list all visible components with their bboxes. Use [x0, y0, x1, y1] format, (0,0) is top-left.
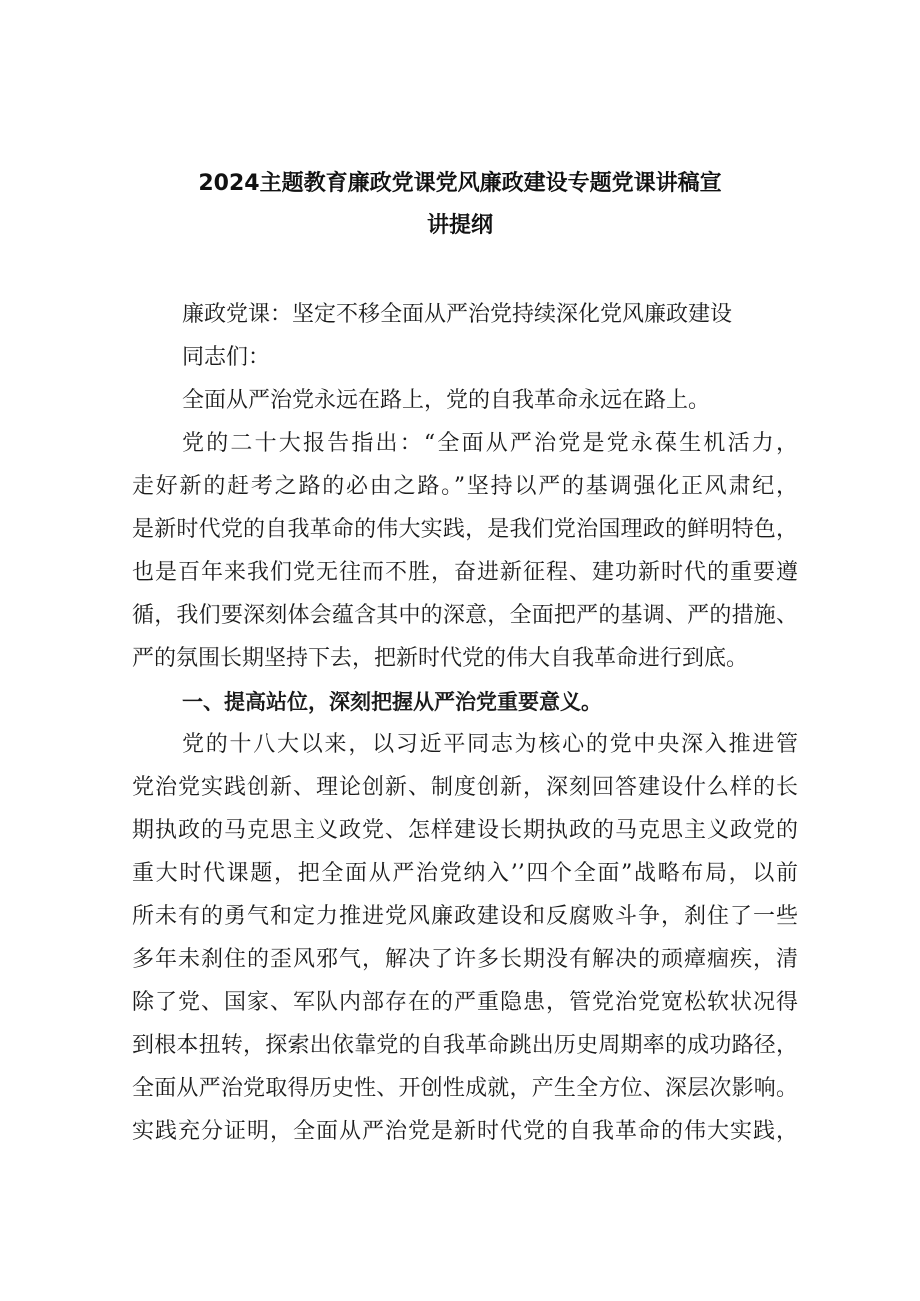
paragraph-3-line: 党的十八大以来，以习近平同志为核心的党中央深入推进管: [182, 732, 798, 757]
salutation: 同志们：: [182, 345, 271, 370]
paragraph-3-line: 党治党实践创新、理论创新、制度创新，深刻回答建设什么样的长: [132, 775, 798, 800]
paragraph-2-line: 也是百年来我们党无往而不胜，奋进新征程、建功新时代的重要遵: [132, 560, 798, 585]
section-heading-1: 一、提高站位，深刻把握从严治党重要意义。: [182, 690, 602, 714]
paragraph-3-line: 除了党、国家、军队内部存在的严重隐患，管党治党宽松软状况得: [132, 990, 798, 1015]
subtitle: 廉政党课：坚定不移全面从严治党持续深化党风廉政建设: [182, 302, 733, 327]
paragraph-3-line: 到根本扭转，探索出依靠党的自我革命跳出历史周期率的成功路径，: [132, 1033, 798, 1058]
document-title-line-2: 讲提纲: [426, 213, 493, 238]
paragraph-3-line: 所未有的勇气和定力推进党风廉政建设和反腐败斗争，刹住了一些: [132, 904, 798, 929]
paragraph-3-line: 全面从严治党取得历史性、开创性成就，产生全方位、深层次影响。: [132, 1076, 798, 1101]
paragraph-2-line: 严的氛围长期坚持下去，把新时代党的伟大自我革命进行到底。: [132, 646, 749, 671]
paragraph-1: 全面从严治党永远在路上，党的自我革命永远在路上。: [182, 388, 711, 413]
paragraph-2-line: 是新时代党的自我革命的伟大实践，是我们党治国理政的鲜明特色，: [132, 517, 798, 542]
paragraph-2-line: 走好新的赶考之路的必由之路。”坚持以严的基调强化正风肃纪，: [132, 474, 798, 499]
paragraph-3-line: 实践充分证明，全面从严治党是新时代党的自我革命的伟大实践，: [132, 1119, 798, 1144]
paragraph-3-line: 多年未刹住的歪风邪气，解决了许多长期没有解决的顽瘴痼疾，清: [132, 947, 798, 972]
paragraph-2-line: 循，我们要深刻体会蕴含其中的深意，全面把严的基调、严的措施、: [132, 603, 798, 628]
paragraph-2-line: 党的二十大报告指出：“全面从严治党是党永葆生机活力，: [182, 431, 798, 456]
document-title-line-1: 2024主题教育廉政党课党风廉政建设专题党课讲稿宣: [198, 171, 722, 196]
paragraph-3-line: 重大时代课题，把全面从严治党纳入’’四个全面”战略布局，以前: [132, 861, 798, 886]
paragraph-3-line: 期执政的马克思主义政党、怎样建设长期执政的马克思主义政党的: [132, 818, 798, 843]
